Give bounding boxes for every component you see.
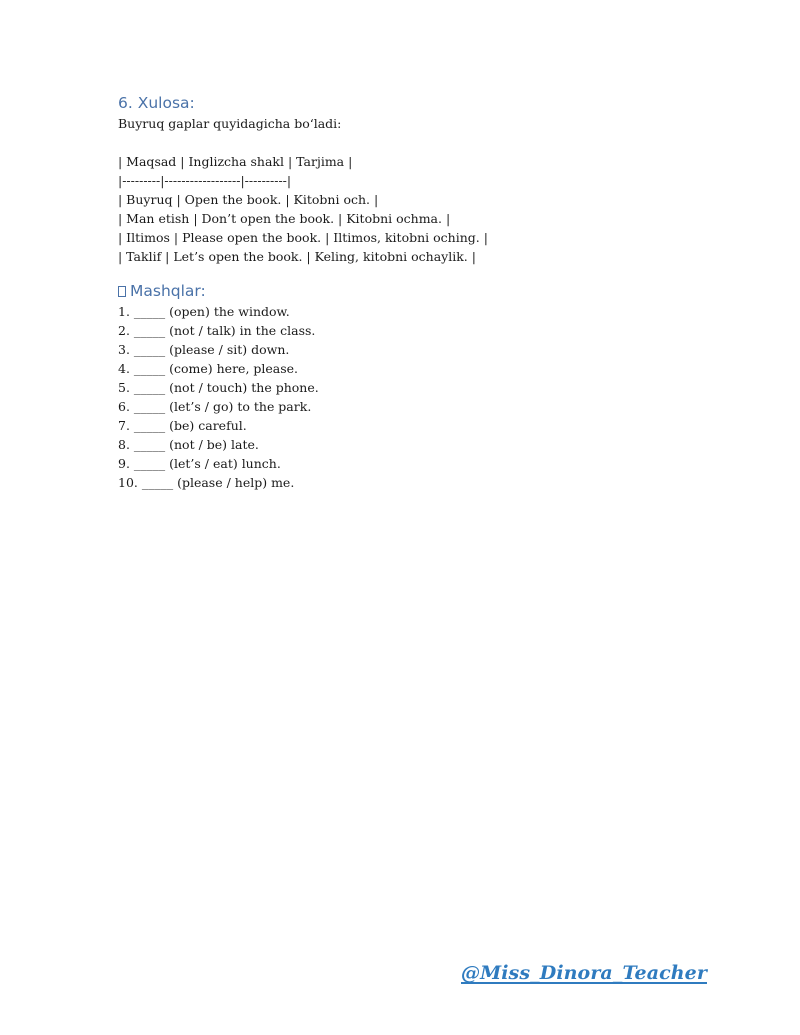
- summary-intro: Buyruq gaplar quyidagicha bo‘ladi:: [118, 116, 342, 131]
- table-row: | Iltimos | Please open the book. | Iltimos, kitobni oching. |: [118, 230, 488, 245]
- document-content: [118, 92, 718, 492]
- blank-line: [118, 133, 718, 152]
- list-item: 10. _____ (please / help) me.: [118, 475, 295, 490]
- table-row: | Buyruq | Open the book. | Kitobni och. |: [118, 192, 379, 207]
- list-item: 4. _____ (come) here, please.: [118, 361, 299, 376]
- author-handle-watermark: @Miss_Dinora_Teacher: [461, 962, 707, 984]
- table-row: |---------|------------------|----------|: [118, 173, 292, 188]
- summary-table: [118, 152, 718, 266]
- list-item: 9. _____ (let’s / eat) lunch.: [118, 456, 281, 471]
- missing-glyph-icon: [118, 286, 126, 297]
- list-item: 7. _____ (be) careful.: [118, 418, 247, 433]
- list-item: 2. _____ (not / talk) in the class.: [118, 323, 316, 338]
- exercises-heading: [118, 280, 718, 302]
- exercise-list: [118, 302, 718, 492]
- table-row: | Man etish | Don’t open the book. | Kitobni ochma. |: [118, 211, 451, 226]
- table-row: | Taklif | Let’s open the book. | Keling, kitobni ochaylik. |: [118, 249, 476, 264]
- summary-heading: 6. Xulosa:: [118, 94, 195, 112]
- list-item: 3. _____ (please / sit) down.: [118, 342, 290, 357]
- list-item: 1. _____ (open) the window.: [118, 304, 290, 319]
- list-item: 8. _____ (not / be) late.: [118, 437, 259, 452]
- exercises-heading-label: Mashqlar:: [130, 282, 206, 300]
- table-row: | Maqsad | Inglizcha shakl | Tarjima |: [118, 154, 353, 169]
- list-item: 6. _____ (let’s / go) to the park.: [118, 399, 312, 414]
- list-item: 5. _____ (not / touch) the phone.: [118, 380, 319, 395]
